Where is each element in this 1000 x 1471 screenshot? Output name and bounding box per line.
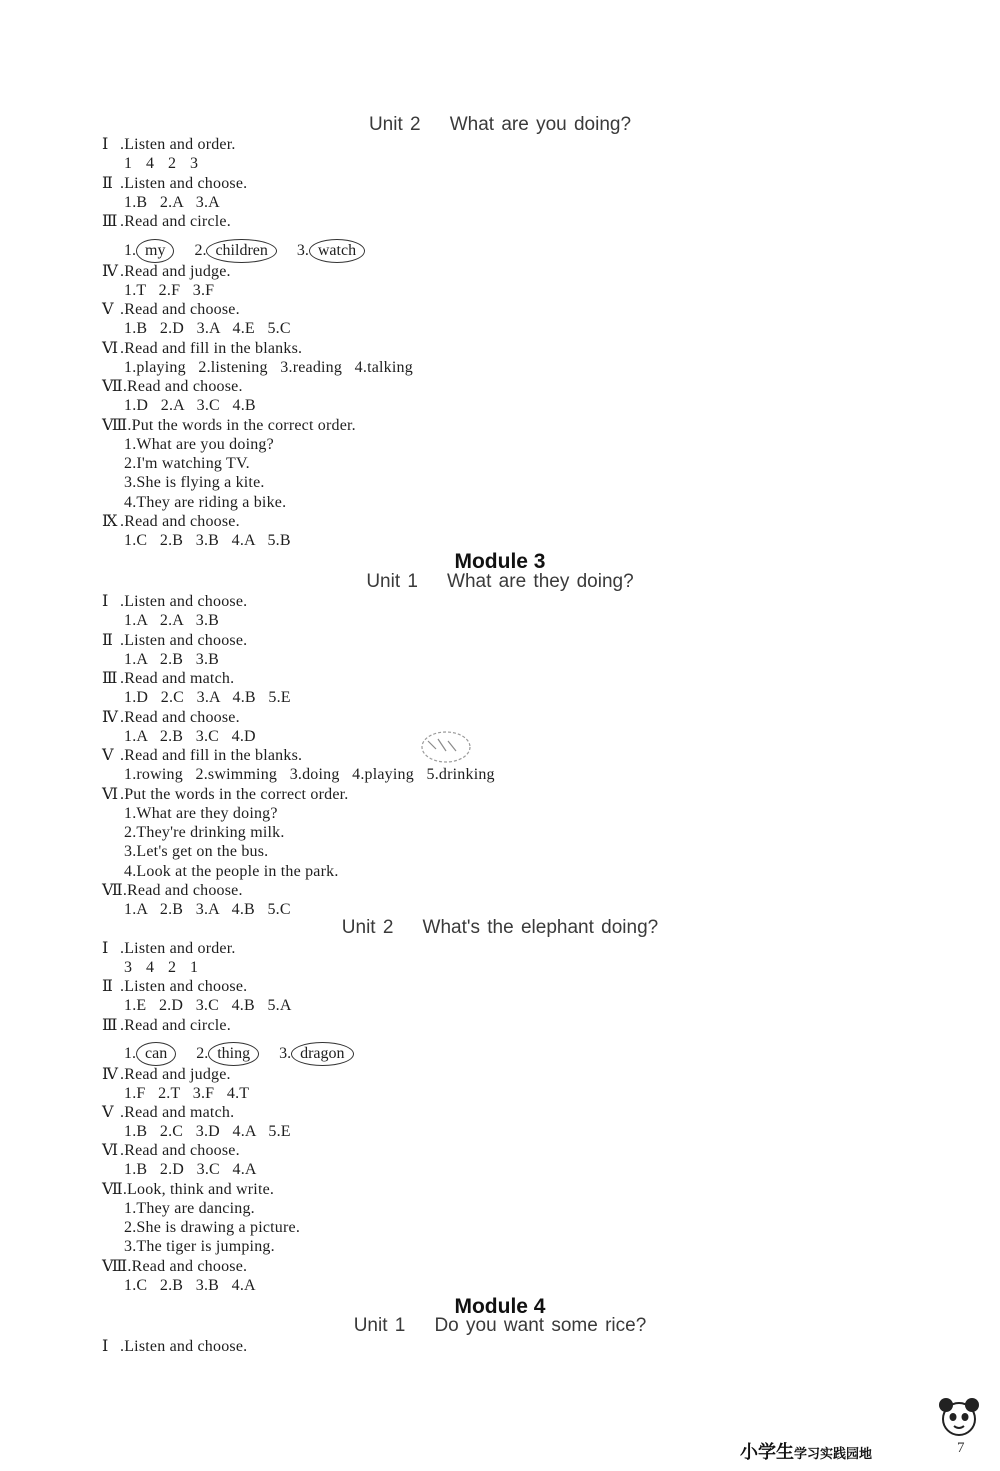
sentence-answer: 1.They are dancing. [124,1200,255,1217]
circled-answer: 3. watch [297,238,365,264]
section-heading: Ⅲ .Read and circle. [102,1017,231,1034]
footer-brand [740,1438,872,1464]
section-heading: Ⅳ .Read and judge. [102,263,231,280]
section-heading: Ⅷ.Put the words in the correct order. [102,417,356,434]
section-answer: 1.A 2.A 3.B [124,612,220,629]
circled-word: my [136,239,174,263]
section-answer: 1.A 2.B 3.A 4.B 5.C [124,901,291,918]
circled-words-row [124,238,381,264]
unit-title: Unit 2 What are you doing? [368,114,632,135]
module-title: Module 4 [454,1295,546,1318]
footer-brand-sub: 学习实践园地 [794,1447,873,1462]
section-answer: 1.B 2.D 3.A 4.E 5.C [124,320,291,337]
section-answer: 1.E 2.D 3.C 4.B 5.A [124,997,292,1014]
page-number: 7 [957,1440,965,1456]
section-heading: Ⅱ .Listen and choose. [102,978,248,995]
section-heading: Ⅰ .Listen and order. [102,136,236,153]
sentence-answer: 4.They are riding a bike. [124,494,287,511]
section-heading: Ⅳ .Read and judge. [102,1066,231,1083]
circled-word: children [206,239,276,263]
unit-title: Unit 2 What's the elephant doing? [341,917,659,938]
section-answer: 3 4 2 1 [124,959,199,976]
circled-word: dragon [291,1042,353,1066]
circled-answer: 2. children [194,238,276,264]
section-answer: 1.rowing 2.swimming 3.doing 4.playing 5.drinking [124,766,495,783]
sentence-answer: 3.Let's get on the bus. [124,843,269,860]
section-answer: 1.T 2.F 3.F [124,282,215,299]
section-answer: 1.A 2.B 3.B [124,651,220,668]
section-answer: 1.B 2.D 3.C 4.A [124,1161,257,1178]
section-heading: Ⅲ .Read and circle. [102,213,231,230]
circled-answer: 1. can [124,1041,176,1067]
sentence-answer: 4.Look at the people in the park. [124,863,339,880]
section-heading: Ⅱ .Listen and choose. [102,175,248,192]
section-answer: 1.D 2.A 3.C 4.B [124,397,256,414]
section-heading: Ⅸ .Read and choose. [102,513,240,530]
circled-word: thing [208,1042,259,1066]
section-heading: Ⅶ.Read and choose. [102,882,243,899]
mascot-icon [935,1395,983,1439]
section-answer: 1.A 2.B 3.C 4.D [124,728,256,745]
sentence-answer: 3.The tiger is jumping. [124,1238,275,1255]
circled-answer: 3. dragon [279,1041,353,1067]
scribble-mark-icon [418,727,473,767]
section-heading: Ⅶ.Read and choose. [102,378,243,395]
sentence-answer: 1.What are you doing? [124,436,274,453]
section-heading: Ⅱ .Listen and choose. [102,632,248,649]
circled-answer: 1. my [124,238,174,264]
unit-title: Unit 1 What are they doing? [366,571,634,592]
section-heading: Ⅵ .Read and choose. [102,1142,240,1159]
section-heading: Ⅰ .Listen and order. [102,940,236,957]
sentence-answer: 3.She is flying a kite. [124,474,265,491]
section-heading: Ⅶ.Look, think and write. [102,1181,275,1198]
section-answer: 1.D 2.C 3.A 4.B 5.E [124,689,291,706]
circled-words-row [124,1041,370,1067]
section-heading: Ⅵ .Read and fill in the blanks. [102,340,303,357]
sentence-answer: 1.What are they doing? [124,805,278,822]
sentence-answer: 2.They're drinking milk. [124,824,285,841]
circled-word: watch [309,239,365,263]
section-answer: 1.C 2.B 3.B 4.A [124,1277,256,1294]
section-heading: Ⅴ .Read and fill in the blanks. [102,747,303,764]
section-answer: 1.B 2.A 3.A [124,194,220,211]
sentence-answer: 2.She is drawing a picture. [124,1219,301,1236]
section-answer: 1 4 2 3 [124,155,199,172]
circled-word: can [136,1042,176,1066]
section-heading: Ⅰ .Listen and choose. [102,1338,248,1355]
section-heading: Ⅴ .Read and match. [102,1104,235,1121]
section-heading: Ⅵ .Put the words in the correct order. [102,786,349,803]
unit-title: Unit 1 Do you want some rice? [353,1315,647,1336]
circled-answer: 2. thing [196,1041,259,1067]
section-heading: Ⅴ .Read and choose. [102,301,240,318]
section-heading: Ⅷ.Read and choose. [102,1258,248,1275]
sentence-answer: 2.I'm watching TV. [124,455,250,472]
section-answer: 1.C 2.B 3.B 4.A 5.B [124,532,291,549]
section-heading: Ⅰ .Listen and choose. [102,593,248,610]
footer-brand-main: 小学生 [740,1442,794,1463]
section-answer: 1.playing 2.listening 3.reading 4.talking [124,359,413,376]
module-title: Module 3 [454,550,546,573]
section-heading: Ⅳ .Read and choose. [102,709,240,726]
section-answer: 1.F 2.T 3.F 4.T [124,1085,250,1102]
section-heading: Ⅲ .Read and match. [102,670,235,687]
section-answer: 1.B 2.C 3.D 4.A 5.E [124,1123,291,1140]
